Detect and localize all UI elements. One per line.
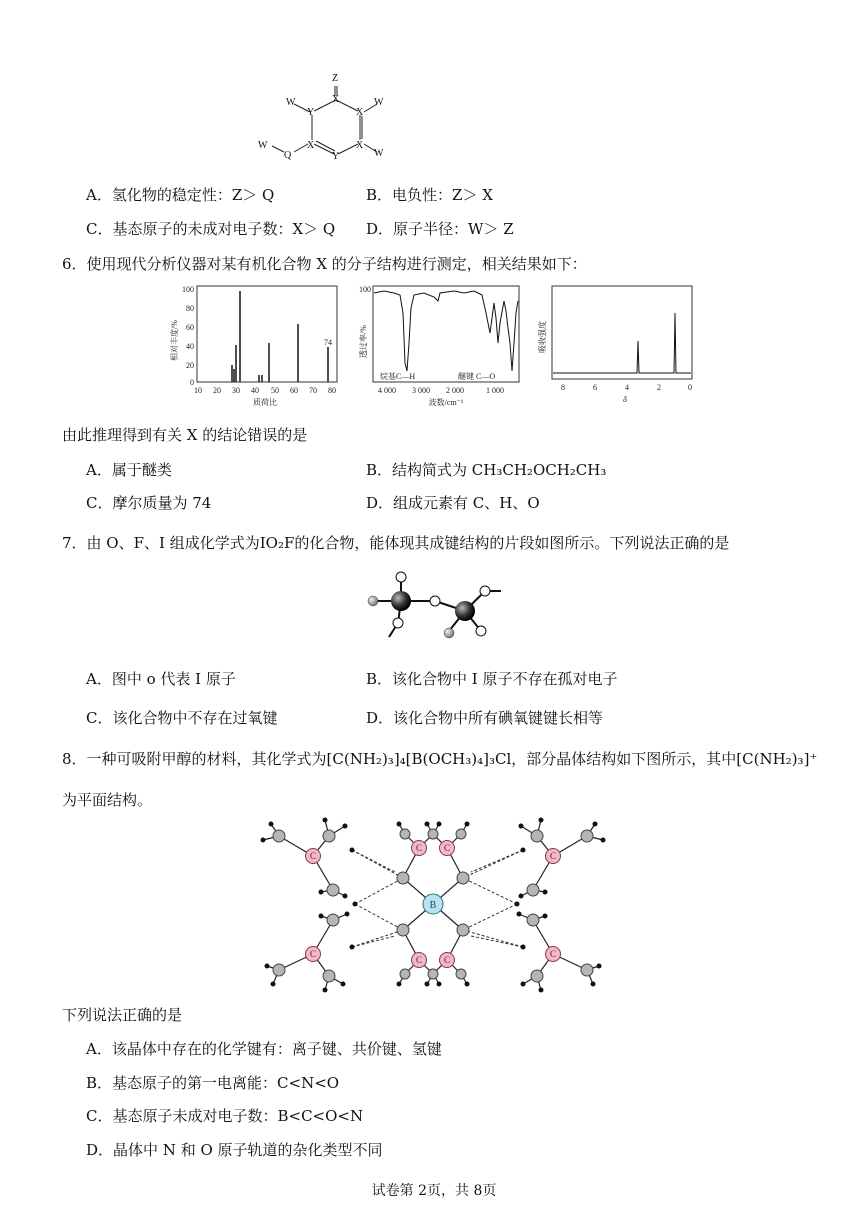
ms-ytick: 40	[186, 342, 194, 351]
atom-c-label: C	[443, 843, 451, 853]
option-text: 属于醚类	[111, 461, 172, 479]
option-text: 图中 ο 代表 I 原子	[111, 670, 236, 688]
q7-option-a[interactable]	[86, 668, 236, 689]
ring-label-x3: X	[356, 140, 364, 151]
ms-peak-label: 74	[324, 338, 332, 347]
ir-xtick: 2 000	[446, 386, 464, 395]
ms-xtick: 40	[251, 386, 259, 395]
nmr-xtick: 8	[561, 383, 565, 392]
option-text: 该化合物中不存在过氧键	[112, 709, 278, 727]
atom-c-label: C	[309, 851, 317, 861]
q8-option-c[interactable]	[86, 1105, 363, 1126]
option-letter: C．	[86, 494, 113, 512]
ms-xtick: 10	[194, 386, 202, 395]
nmr-xtick: 4	[625, 383, 629, 392]
ring-label-x2: X	[356, 107, 364, 118]
q8-option-a[interactable]	[86, 1038, 442, 1059]
q7-option-c[interactable]	[86, 707, 278, 728]
option-text: 组成元素有 C、H、O	[393, 494, 540, 512]
option-text: 电负性：Z＞ X	[392, 186, 493, 204]
q6-option-c[interactable]	[86, 492, 211, 513]
q8-stem-end: 为平面结构。	[62, 791, 153, 809]
ring-label-x4: X	[307, 140, 315, 151]
q8-stem-b: ，部分晶体结构如下图所示，其中	[511, 750, 737, 768]
option-text: 结构简式为 CH₃CH₂OCH₂CH₃	[392, 461, 607, 479]
option-letter: B．	[366, 186, 393, 204]
nmr-xtick: 2	[657, 383, 661, 392]
ms-ytick: 100	[182, 285, 194, 294]
q6-stem: 6．使用现代分析仪器对某有机化合物 X 的分子结构进行测定，相关结果如下：	[62, 255, 587, 273]
ring-label-x1: X	[332, 94, 340, 105]
q8-option-b[interactable]	[86, 1072, 339, 1093]
ring-structure-diagram	[250, 68, 400, 170]
ir-annotation-co: 醚键 C—O	[458, 372, 496, 381]
option-letter: B．	[366, 670, 393, 688]
nmr-xtick: 6	[593, 383, 597, 392]
option-text: 原子半径：W＞ Z	[393, 220, 514, 238]
atom-c-label: C	[443, 955, 451, 965]
ms-ytick: 0	[190, 378, 194, 387]
q6-question: 由此推理得到有关 X 的结论错误的是	[62, 426, 308, 444]
nmr-ylabel: 吸收强度	[538, 321, 547, 353]
option-text: 该晶体中存在的化学键有：离子键、共价键、氢键	[111, 1040, 442, 1058]
ring-label-y1: Y	[307, 107, 315, 118]
option-letter: D．	[366, 220, 394, 238]
ir-ytick-100: 100	[359, 285, 371, 294]
ring-label-w3: W	[374, 148, 384, 159]
option-text: 基态原子未成对电子数：B<C<O<N	[112, 1107, 364, 1125]
q7-formula: IO₂F	[259, 534, 295, 552]
ir-spectrum-chart	[354, 283, 524, 409]
q5-option-b[interactable]	[366, 184, 493, 205]
ring-label-w2: W	[374, 97, 384, 108]
ring-label-z: Z	[332, 73, 339, 84]
ms-xtick: 30	[232, 386, 240, 395]
ring-label-w4: W	[258, 140, 268, 151]
atom-c-label: C	[549, 949, 557, 959]
q7-option-b[interactable]	[366, 668, 618, 689]
iodine-oxyfluoride-fragment-diagram	[355, 565, 515, 650]
ms-xtick: 70	[309, 386, 317, 395]
option-text: 该化合物中所有碘氧键键长相等	[393, 709, 604, 727]
q6-option-a[interactable]	[86, 459, 172, 480]
ring-label-q: Q	[284, 150, 292, 161]
option-letter: D．	[366, 494, 394, 512]
ms-ytick: 60	[186, 323, 194, 332]
ring-label-y2: Y	[332, 151, 340, 162]
option-text: 基态原子的第一电离能：C<N<O	[112, 1074, 340, 1092]
q8-question: 下列说法正确的是	[62, 1006, 183, 1024]
q8-stem	[62, 748, 817, 769]
q8-formula: [C(NH₂)₃]₄[B(OCH₃)₄]₃Cl	[326, 750, 512, 768]
ir-annotation-ch: 烷基C—H	[380, 372, 416, 381]
ir-xtick: 3 000	[412, 386, 430, 395]
q8-option-d[interactable]	[86, 1139, 383, 1160]
page-footer: 试卷第 2页，共 8页	[371, 1183, 497, 1199]
ir-ylabel: 透过率/%	[359, 325, 368, 358]
ms-xtick: 20	[213, 386, 221, 395]
ir-xlabel: 波数/cm⁻¹	[428, 398, 464, 407]
q7-stem	[62, 532, 729, 553]
ir-xtick: 4 000	[378, 386, 396, 395]
option-letter: D．	[366, 709, 394, 727]
atom-b-label: B	[429, 900, 437, 911]
option-text: 晶体中 N 和 O 原子轨道的杂化类型不同	[113, 1141, 383, 1159]
q5-option-a[interactable]	[86, 184, 274, 205]
q5-option-c[interactable]	[86, 218, 335, 239]
mass-spectrum-chart	[165, 283, 345, 409]
q7-stem-a: 7．由 O、F、I 组成化学式为	[62, 534, 260, 552]
q7-option-d[interactable]	[366, 707, 603, 728]
option-letter: A．	[86, 186, 112, 204]
nmr-xlabel: δ	[623, 395, 627, 404]
ms-ytick: 80	[186, 304, 194, 313]
ms-ylabel: 相对丰度/%	[170, 320, 179, 361]
ms-xtick: 80	[328, 386, 336, 395]
option-letter: A．	[86, 670, 112, 688]
q5-option-d[interactable]	[366, 218, 514, 239]
option-letter: C．	[86, 1107, 113, 1125]
option-letter: C．	[86, 220, 113, 238]
atom-c-label: C	[415, 955, 423, 965]
option-letter: A．	[86, 1040, 112, 1058]
option-letter: B．	[86, 1074, 113, 1092]
ms-xlabel: 质荷比	[253, 398, 277, 407]
option-text: 基态原子的未成对电子数：X＞ Q	[112, 220, 336, 238]
option-text: 摩尔质量为 74	[112, 494, 212, 512]
option-letter: D．	[86, 1141, 114, 1159]
option-letter: A．	[86, 461, 112, 479]
nmr-xtick: 0	[688, 383, 692, 392]
ms-xtick: 50	[271, 386, 279, 395]
atom-c-label: C	[549, 851, 557, 861]
option-letter: B．	[366, 461, 393, 479]
nmr-spectrum-chart	[533, 283, 703, 409]
ring-label-w1: W	[286, 97, 296, 108]
q8-stem-a: 8．一种可吸附甲醇的材料，其化学式为	[62, 750, 327, 768]
q7-stem-b: 的化合物，能体现其成键结构的片段如图所示。下列说法正确的是	[294, 534, 730, 552]
ir-xtick: 1 000	[486, 386, 504, 395]
ms-xtick: 60	[290, 386, 298, 395]
atom-c-label: C	[415, 843, 423, 853]
option-text: 该化合物中 I 原子不存在孤对电子	[392, 670, 618, 688]
option-text: 氢化物的稳定性：Z＞ Q	[111, 186, 275, 204]
q6-option-b[interactable]	[366, 459, 606, 480]
option-letter: C．	[86, 709, 113, 727]
q8-ion: [C(NH₂)₃]⁺	[736, 750, 818, 768]
atom-c-label: C	[309, 949, 317, 959]
crystal-structure-diagram	[255, 812, 620, 997]
ms-ytick: 20	[186, 361, 194, 370]
q6-option-d[interactable]	[366, 492, 540, 513]
